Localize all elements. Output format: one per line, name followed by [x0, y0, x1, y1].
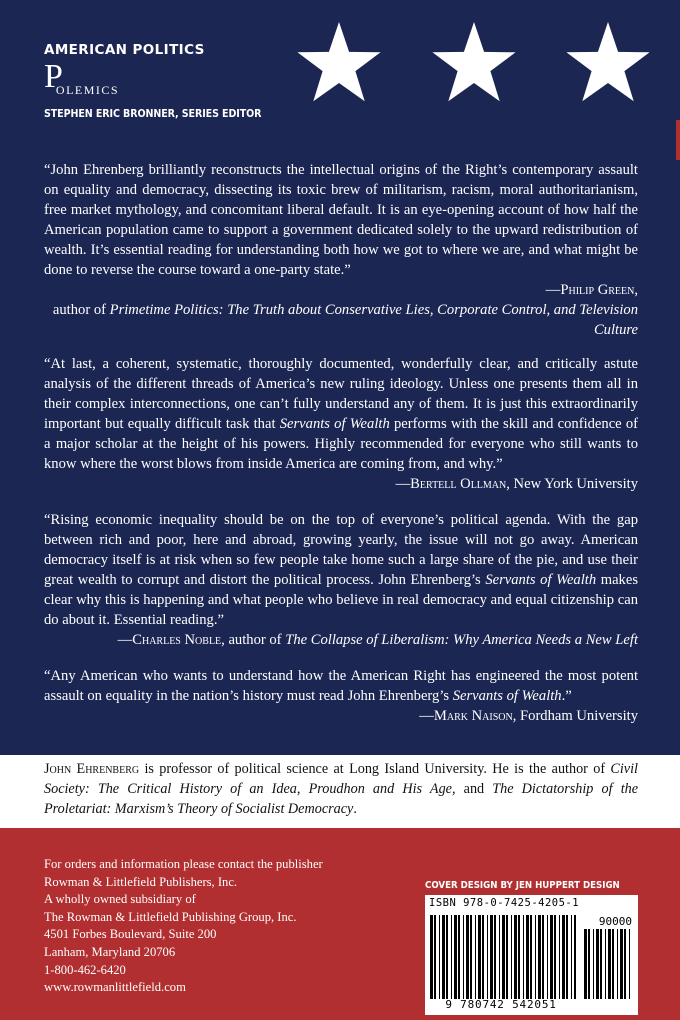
barcode-bar	[624, 929, 626, 999]
ean-digits: 9 780742 542051	[445, 998, 557, 1011]
cover-design-credit: COVER DESIGN BY JEN HUPPERT DESIGN	[425, 880, 620, 891]
endorsement-author: —Bertell Ollman, New York University	[395, 476, 638, 492]
barcode-bar	[617, 929, 618, 999]
barcode-bar	[490, 915, 493, 999]
barcode-bar	[502, 915, 505, 999]
publisher-website: www.rowmanlittlefield.com	[44, 980, 186, 995]
barcode-bar	[535, 915, 536, 999]
series-initial: P	[44, 58, 63, 95]
publisher-line: Rowman & Littlefield Publishers, Inc.	[44, 874, 238, 889]
red-edge-strip	[676, 120, 680, 160]
red-panel	[0, 828, 680, 1020]
barcode	[425, 895, 638, 1015]
barcode-bar	[629, 929, 630, 999]
endorsement-text: “John Ehrenberg brilliantly reconstructs the intellectual origins of the Right’s contemporary assault on equality and democracy, dissecting its toxic brew of militarism, racism, moral authoritarianism, free market mythology, and concomitant liberal default. It is an eye-opening account of how half the American population came to support a government dedicated solely to the upward redistribution of wealth. It’s essential reading for understanding both how we got to where we are, and what might be done to reverse the course toward a one-party state.”	[44, 162, 638, 278]
barcode-bar	[596, 929, 599, 999]
series-name	[44, 58, 120, 98]
barcode-bar	[547, 915, 548, 999]
endorsement-author: —Mark Naison, Fordham University	[419, 708, 638, 724]
stars-group	[296, 22, 656, 108]
endorsement-text: “Any American who wants to understand how the American Right has engineered the most potent assault on equality in the nation’s history must read John Ehrenberg’s Servants of Wealth.”	[44, 668, 638, 704]
barcode-bar	[612, 929, 614, 999]
barcode-bar	[538, 915, 541, 999]
endorsement-author: —Charles Noble, author of The Collapse of Liberalism: Why America Needs a New Left	[117, 632, 638, 648]
barcode-bar	[487, 915, 488, 999]
publisher-line: 4501 Forbes Boulevard, Suite 200	[44, 927, 217, 942]
barcode-bar	[499, 915, 500, 999]
author-bio	[0, 755, 680, 828]
endorsement-affiliation: author of Primetime Politics: The Truth about Conservative Lies, Corporate Control, and Television Culture	[52, 302, 638, 338]
barcode-bar	[526, 915, 529, 999]
barcode-bar	[494, 915, 496, 999]
barcode-bar	[571, 915, 572, 999]
barcode-bar	[466, 915, 469, 999]
series-rest: OLEMICS	[55, 83, 120, 97]
barcode-bar	[550, 915, 553, 999]
barcode-bar	[442, 915, 445, 999]
barcode-bar	[554, 915, 556, 999]
barcode-bar	[530, 915, 532, 999]
barcode-bar	[514, 915, 517, 999]
barcode-bar	[593, 929, 594, 999]
series-title: AMERICAN POLITICS	[44, 42, 205, 58]
author-bio-text: John Ehrenberg is professor of political science at Long Island University. He is the author of Civil Society: The Critical History of an Idea, Proudhon and His Age, and The Dictatorship of the Proletariat: Marxism’s Theory of Socialist Democracy.	[44, 761, 639, 817]
star-icon	[432, 22, 515, 101]
barcode-bar	[463, 915, 464, 999]
barcode-bar	[482, 915, 484, 999]
endorsement	[44, 666, 638, 726]
barcode-bar	[475, 915, 476, 999]
series-editor: STEPHEN ERIC BRONNER, SERIES EDITOR	[44, 108, 262, 120]
endorsement-author: —Philip Green,	[545, 282, 638, 298]
author-name: John Ehrenberg	[44, 761, 140, 777]
barcode-bar	[605, 929, 606, 999]
endorsement	[44, 510, 638, 650]
barcode-bar	[434, 915, 436, 999]
barcode-bar	[454, 915, 457, 999]
price-code: 90000	[598, 915, 632, 928]
barcode-bar	[430, 915, 433, 999]
barcode-bar	[446, 915, 448, 999]
isbn-label: ISBN 978-0-7425-4205-1	[429, 897, 580, 909]
star-icon	[297, 22, 380, 101]
barcode-bar	[506, 915, 508, 999]
barcode-bar	[458, 915, 460, 999]
barcode-bars	[429, 915, 577, 999]
barcode-bar	[451, 915, 452, 999]
barcode-bar	[478, 915, 481, 999]
barcode-bar	[584, 929, 587, 999]
endorsements	[44, 160, 638, 726]
barcode-bar	[518, 915, 520, 999]
star-icon	[566, 22, 649, 101]
barcode-bar	[523, 915, 524, 999]
endorsement	[44, 354, 638, 494]
publisher-line: A wholly owned subsidiary of	[44, 892, 196, 907]
publisher-contact	[44, 856, 323, 997]
barcode-bar	[559, 915, 560, 999]
barcode-bar	[620, 929, 623, 999]
barcode-bar	[542, 915, 544, 999]
publisher-line: 1-800-462-6420	[44, 962, 126, 977]
barcode-bar	[588, 929, 590, 999]
publisher-line: Lanham, Maryland 20706	[44, 944, 176, 959]
barcode-bar	[608, 929, 611, 999]
publisher-line: The Rowman & Littlefield Publishing Group, Inc.	[44, 909, 297, 924]
barcode-bar	[511, 915, 512, 999]
barcode-bar	[566, 915, 568, 999]
barcode-bar	[574, 915, 576, 999]
publisher-line: For orders and information please contact the publisher	[44, 857, 323, 871]
endorsement-text: “Rising economic inequality should be on the top of everyone’s political agenda. With the gap between rich and poor, here and abroad, growing yearly, the issue will not go away. American democracy itself is at risk when so few people take home such a large share of the pie, and use their great wealth to corrupt and distort the political process. John Ehrenberg’s Servants of Wealth makes clear why this is happening and what people who believe in real democracy and equal citizenship can do about it. Essential reading.”	[44, 512, 638, 628]
barcode-bar	[600, 929, 602, 999]
endorsement	[44, 160, 638, 340]
barcode-bar	[439, 915, 440, 999]
barcode-addon-bars	[583, 929, 633, 999]
barcode-bar	[562, 915, 565, 999]
barcode-bar	[470, 915, 472, 999]
endorsement-text: “At last, a coherent, systematic, thoroughly documented, wonderfully clear, and critically astute analysis of the different threads of America’s new ruling ideology. Unless one presents them all in their complex interconnections, one can’t fully understand any of them. It is just this extraordinarily important but equally difficult task that Servants of Wealth performs with the skill and confidence of a major scholar at the height of his powers. Highly recommended for everyone who still wants to know where the worst blows from inside America are coming from, and why.”	[44, 356, 639, 472]
